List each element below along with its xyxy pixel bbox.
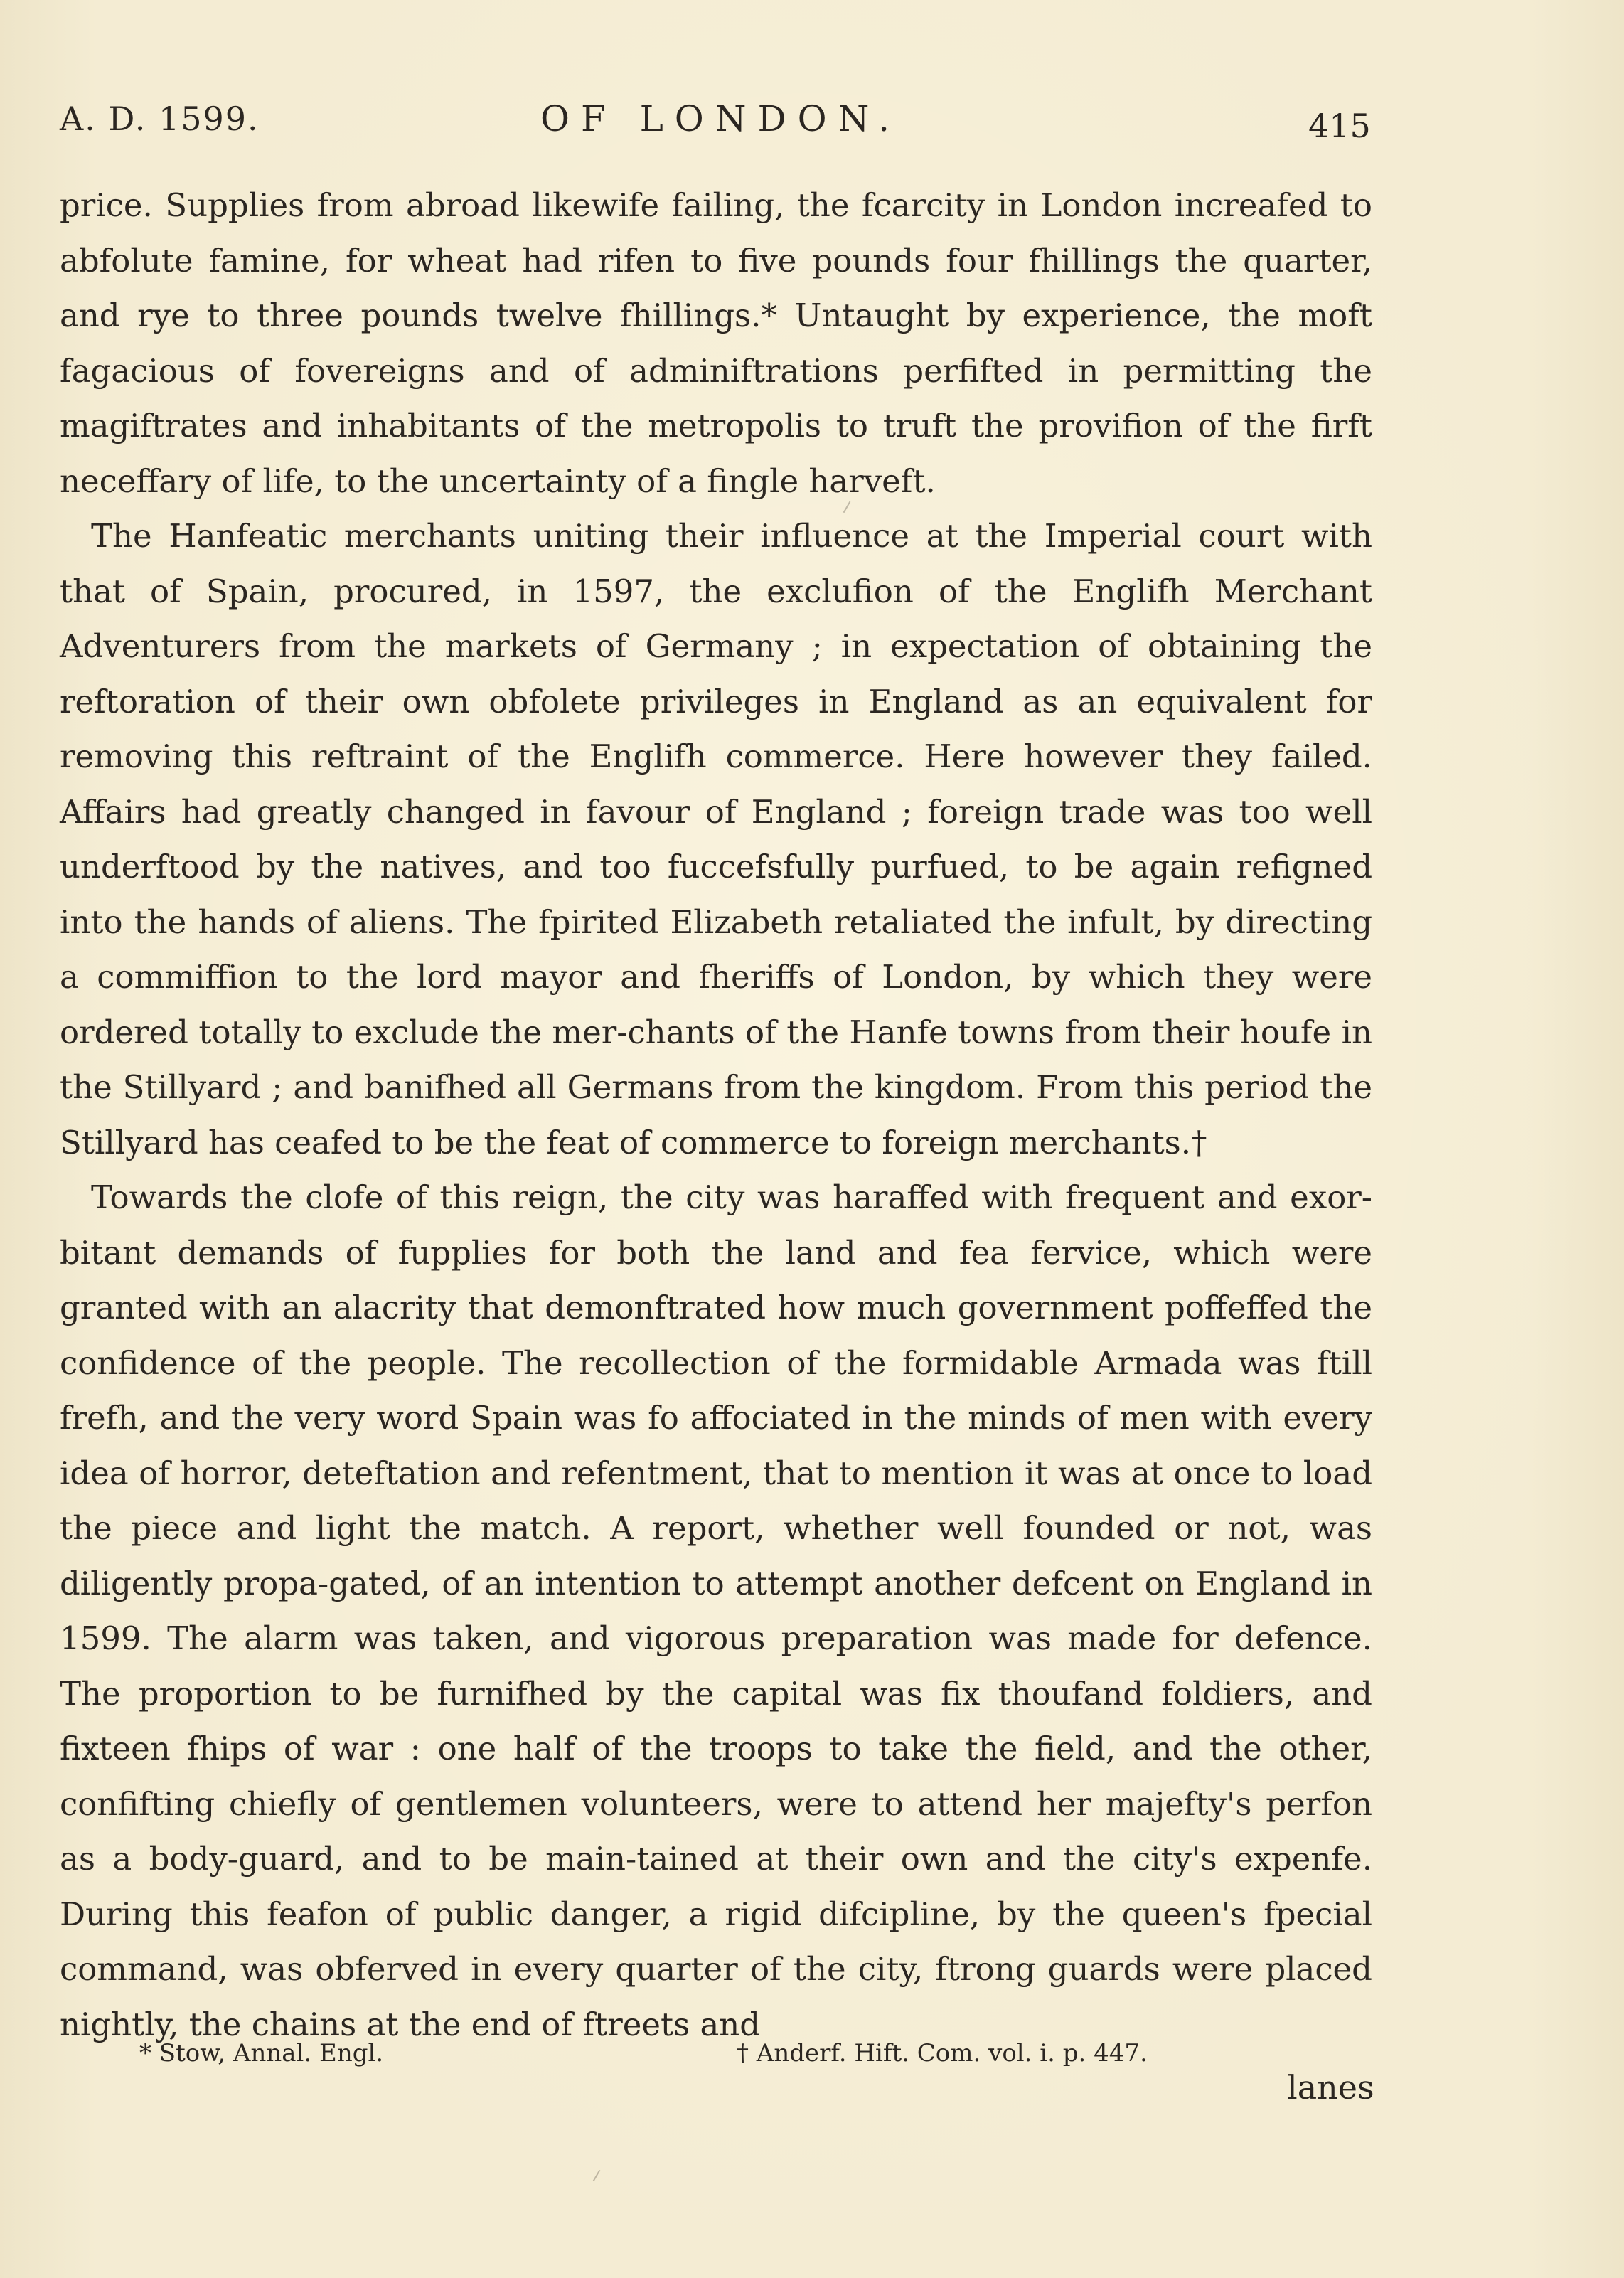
catchword: lanes — [1287, 2068, 1374, 2107]
page-number: 415 — [1308, 107, 1371, 145]
paper-speck — [593, 2170, 601, 2182]
running-head-date: A. D. 1599. — [60, 100, 260, 138]
paragraph-3: Towards the clofe of this reign, the city was haraffed with frequent and exor-bitant demands of fupplies for both the land and fea fervice, which were granted with an alacrity that demonftrated how much government poffeffed the confidence of the people. The recollection of the formidable Armada was ftill frefh, and the very word Spain was fo affociated in the minds of men with every idea of horror, deteftation and refentment, that to mention it was at once to load the piece and light the match. A report, whether well founded or not, was diligently propa-gated, of an intention to attempt another defcent on England in 1599. The alarm was taken, and vigorous preparation was made for defence. The proportion to be furnifhed by the capital was fix thoufand foldiers, and fixteen fhips of war : one half of the troops to take the field, and the other, confifting chiefly of gentlemen volunteers, were to attend her majefty's perfon as a body-guard, and to be main-tained at their own and the city's expenfe. During this feafon of public danger, a rigid difcipline, by the queen's fpecial command, was obferved in every quarter of the city, ftrong guards were placed nightly, the chains at the end of ftreets and — [60, 1178, 1372, 2043]
paragraph-1: price. Supplies from abroad likewife failing, the fcarcity in London increafed to abfolute famine, for wheat had rifen to five pounds four fhillings the quarter, and rye to three pounds twelve fhillings.* Untaught by experience, the moft fagacious of fovereigns and of adminiftrations perfifted in permitting the magiftrates and inhabitants of the metropolis to truft the provifion of the firft neceffary of life, to the uncertainty of a fingle harveft. — [60, 186, 1372, 500]
footnote-anderson: † Anderf. Hift. Com. vol. i. p. 447. — [737, 2039, 1148, 2067]
paragraph-2: The Hanfeatic merchants uniting their influence at the Imperial court with that of Spain, procured, in 1597, the exclufion of the Englifh Merchant Adventurers from the markets of Germany ; in expectation of obtaining the reftoration of their own obfolete privileges in England as an equivalent for removing this reftraint of the Englifh commerce. Here however they failed. Affairs had greatly changed in favour of England ; foreign trade was too well underftood by the natives, and too fuccefsfully purfued, to be again refigned into the hands of aliens. The fpirited Elizabeth retaliated the infult, by directing a commiffion to the lord mayor and fheriffs of London, by which they were ordered totally to exclude the mer-chants of the Hanfe towns from their houfe in the Stillyard ; and banifhed all Germans from the kingdom. From this period the Stillyard has ceafed to be the feat of commerce to foreign merchants.† — [60, 517, 1372, 1161]
running-head-title: OF LONDON. — [540, 98, 902, 139]
body-text — [60, 178, 1372, 2052]
footnote-stow: * Stow, Annal. Engl. — [139, 2039, 384, 2067]
